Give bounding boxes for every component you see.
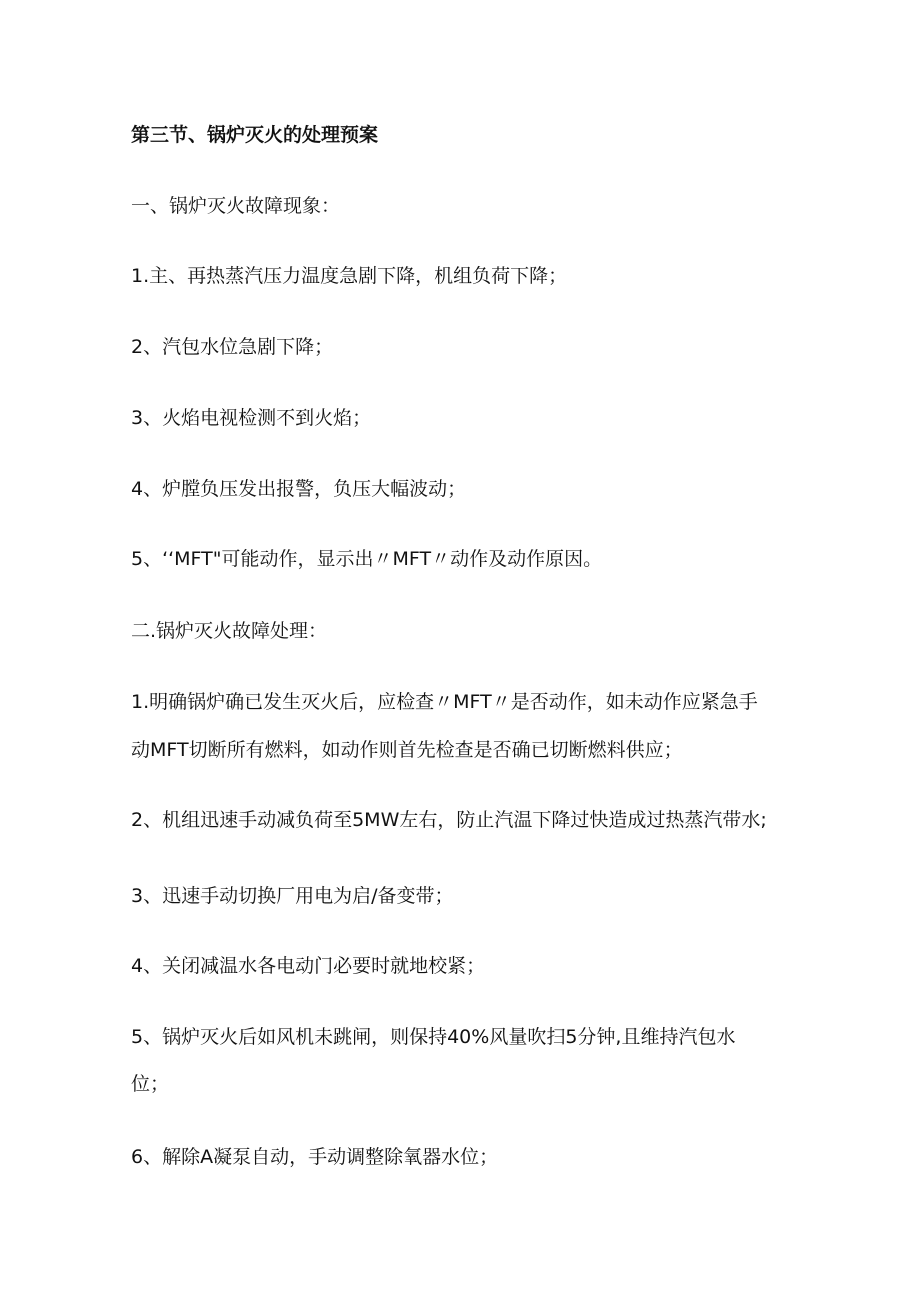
- handling-item-1-line-1: 1.明确锅炉确已发生灭火后，应检查〃MFT〃是否动作，如未动作应紧急手: [131, 691, 758, 713]
- phenomenon-item-2: 2、汽包水位急剧下降；: [131, 336, 334, 358]
- section-heading-phenomena: 一、锅炉灭火故障现象：: [131, 195, 341, 217]
- handling-item-4: 4、关闭减温水各电动门必要时就地校紧；: [131, 955, 486, 977]
- page-title: 第三节、锅炉灭火的处理预案: [131, 124, 379, 146]
- handling-item-3: 3、迅速手动切换厂用电为启/备变带；: [131, 885, 454, 907]
- phenomenon-item-1: 1.主、再热蒸汽压力温度急剧下降，机组负荷下降；: [131, 265, 568, 287]
- phenomenon-item-5: 5、‘‘MFT"可能动作，显示出〃MFT〃动作及动作原因。: [131, 548, 603, 570]
- handling-item-5-line-1: 5、锅炉灭火后如风机未跳闸，则保持40%风量吹扫5分钟,且维持汽包水: [131, 1026, 736, 1048]
- phenomenon-item-3: 3、火焰电视检测不到火焰；: [131, 407, 372, 429]
- handling-item-5-line-2: 位；: [131, 1073, 170, 1095]
- section-heading-handling: 二.锅炉灭火故障处理：: [131, 620, 328, 642]
- handling-item-1-line-2: 动MFT切断所有燃料，如动作则首先检查是否确已切断燃料供应；: [131, 739, 683, 761]
- handling-item-2: 2、机组迅速手动减负荷至5MW左右，防止汽温下降过快造成过热蒸汽带水;: [131, 809, 767, 831]
- handling-item-6: 6、解除A凝泵自动，手动调整除氧器水位；: [131, 1146, 499, 1168]
- phenomenon-item-4: 4、炉膛负压发出报警，负压大幅波动；: [131, 478, 467, 500]
